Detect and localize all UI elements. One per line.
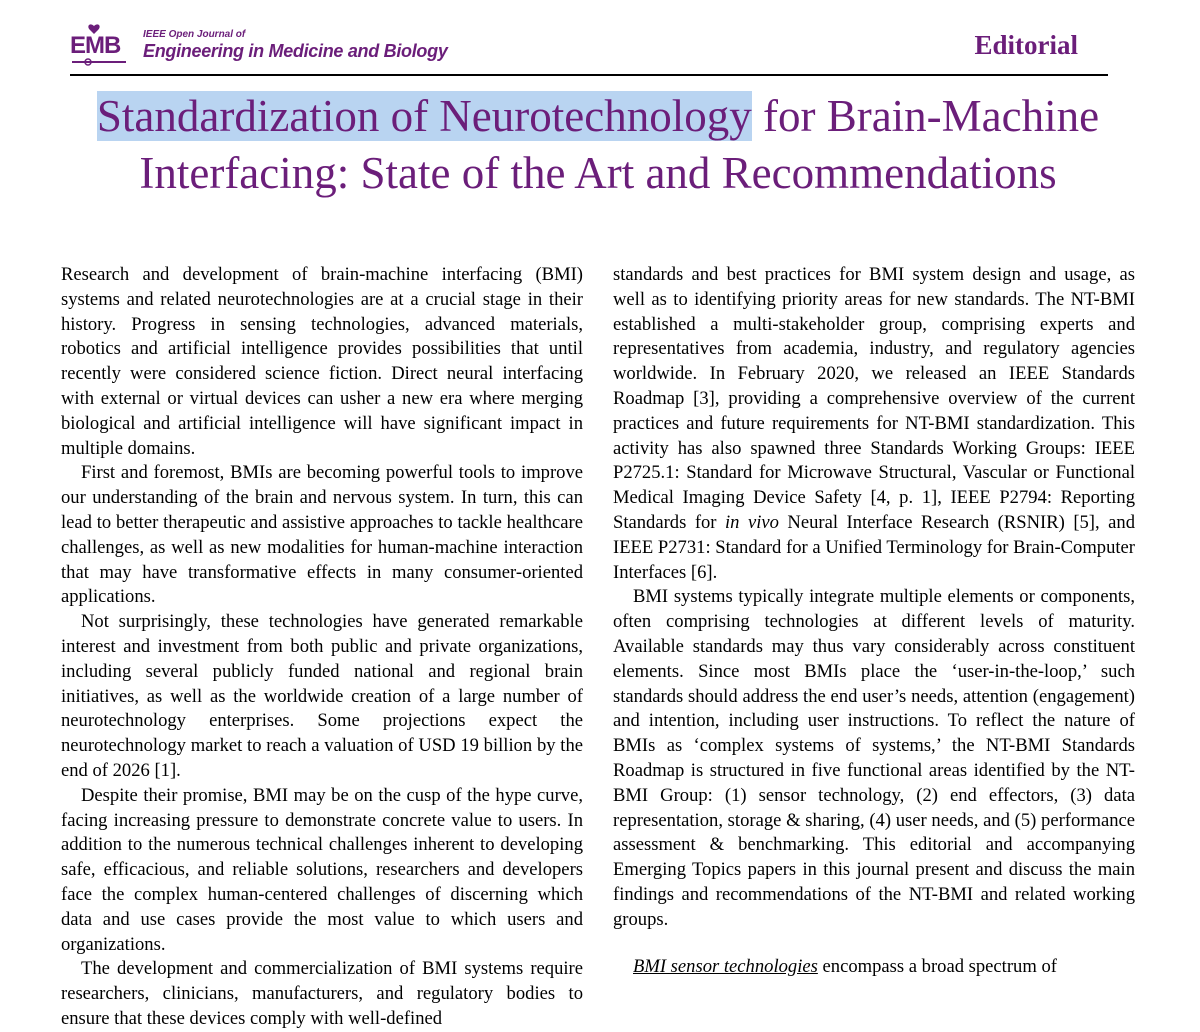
journal-subtitle: IEEE Open Journal of — [143, 29, 246, 40]
section-label: Editorial — [974, 30, 1078, 60]
left-column — [61, 263, 583, 1032]
paragraph: BMI sensor technologies encompass a broad spectrum of — [633, 955, 1057, 977]
title-highlighted-text[interactable]: Standardization of Neurotechnology — [96, 91, 752, 141]
header-divider — [70, 74, 1108, 76]
logo-text: EMB — [70, 32, 121, 59]
paragraph: BMI systems typically integrate multiple elements or components, often comprising technologies at different levels of maturity. Available standards may thus vary considerably across constituent elements. Since most BMIs place the ‘user-in-the-loop,’ such standards should address the end user’s needs, attention (engagement) and intention, including user instructions. To reflect the nature of BMIs as ‘complex systems of systems,’ the NT-BMI Standards Roadmap is structured in five functional areas identified by the NT-BMI Group: (1) sensor technology, (2) end effectors, (3) data representation, storage & sharing, (4) user needs, and (5) performance assessment & benchmarking. This editorial and accompanying Emerging Topics papers in this journal present and discuss the main findings and recommendations of the NT-BMI and related working groups. — [613, 586, 1135, 930]
journal-name: Engineering in Medicine and Biology — [143, 41, 448, 61]
article-title — [60, 88, 1136, 202]
emb-logo — [70, 22, 130, 72]
paragraph: standards and best practices for BMI system design and usage, as well as to identifying priority areas for new standards. The NT-BMI established a multi-stakeholder group, comprising experts and representatives from academia, industry, and regulatory agencies worldwide. In February 2020, we released an IEEE Standards Roadmap [3], providing a comprehensive overview of the current practices and future requirements for NT-BMI standardization. This activity has also spawned three Standards Working Groups: IEEE P2725.1: Standard for Microwave Structural, Vascular or Functional Medical Imaging Device Safety [4, p. 1], IEEE P2794: Reporting Standards for in vivo Neural Interface Research (RSNIR) [5], and IEEE P2731: Standard for a Unified Terminology for Brain-Computer Interfaces [6]. — [613, 264, 1135, 583]
paragraph: First and foremost, BMIs are becoming powerful tools to improve our understanding of the brain and nervous system. In turn, this can lead to better therapeutic and assistive approaches to tackle healthcare challenges, as well as new modalities for human-machine interaction that may have transformative effects in many consumer-oriented applications. — [61, 462, 583, 608]
page-header — [0, 0, 1200, 80]
paragraph: Not surprisingly, these technologies have generated remarkable interest and investment from both public and private organizations, including several publicly funded national and regional brain initiatives, as well as the worldwide creation of a large number of neurotechnology enterprises. Some projections expect the neurotechnology market to reach a valuation of USD 19 billion by the end of 2026 [1]. — [61, 611, 583, 781]
paragraph: Research and development of brain-machine interfacing (BMI) systems and related neurotechnologies are at a crucial stage in their history. Progress in sensing technologies, advanced materials, robotics and artificial intelligence provides possibilities that until recently were considered science fiction. Direct neural interfacing with external or virtual devices can usher a new era where merging biological and artificial intelligence will have significant impact in multiple domains. — [61, 264, 583, 459]
right-column — [613, 263, 1135, 979]
paragraph: Despite their promise, BMI may be on the cusp of the hype curve, facing increasing pressure to demonstrate concrete value to users. In addition to the numerous technical challenges inherent to developing safe, efficacious, and reliable solutions, researchers and developers face the complex human-centered challenges of discerning which data and use cases provide the most value to which users and organizations. — [61, 784, 583, 955]
paragraph: The development and commercialization of BMI systems require researchers, clinicians, manufacturers, and regulatory bodies to ensure that these devices comply with well-defined — [61, 958, 583, 1029]
title-rest: for Brain-Machine Interfacing: State of the Art and Recommendations — [139, 91, 1100, 198]
